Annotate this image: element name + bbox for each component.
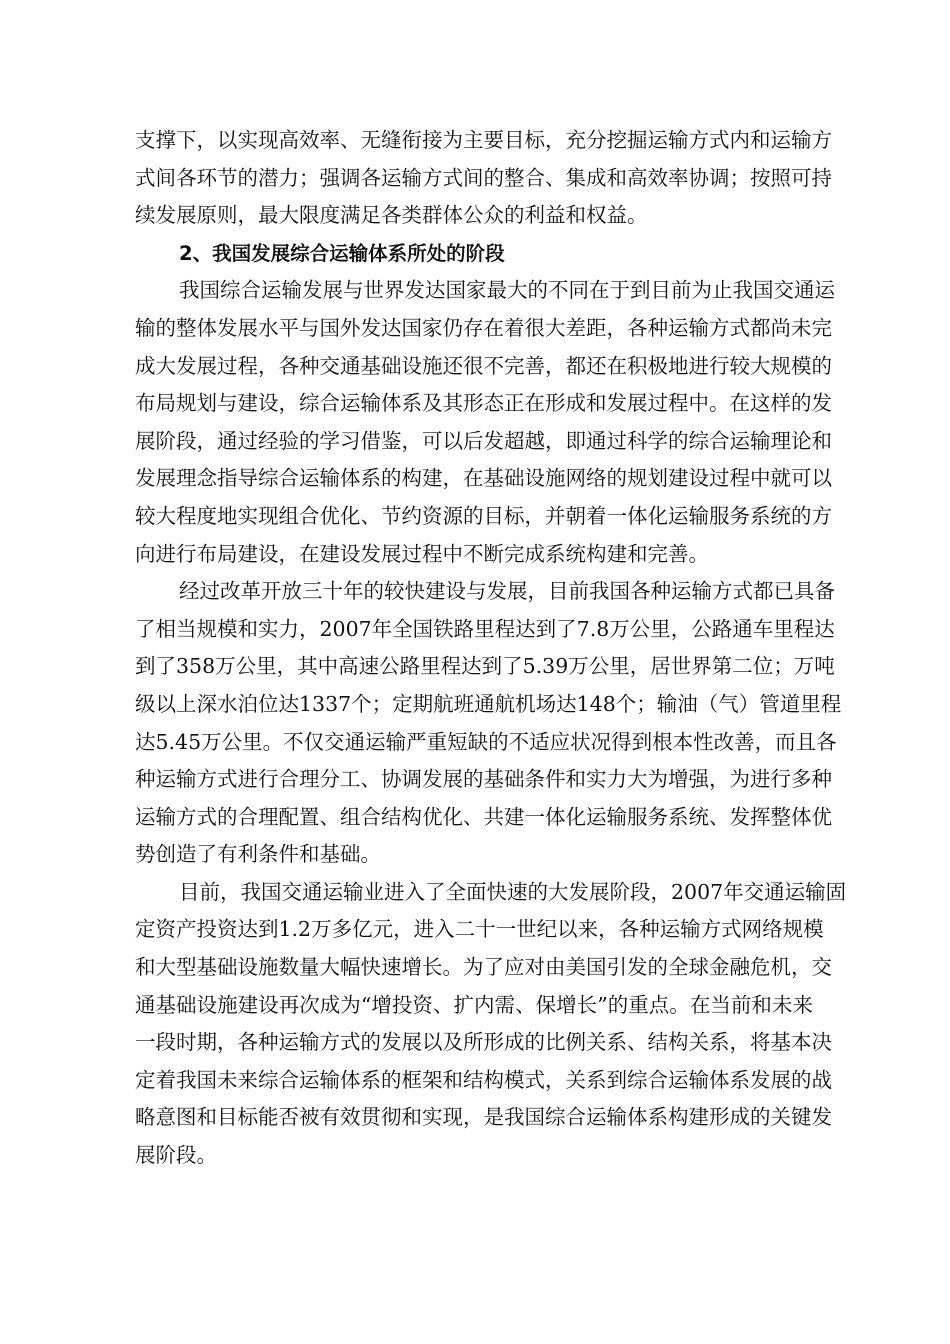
text-line: 经过改革开放三十年的较快建设与发展，目前我国各种运输方式都已具备: [179, 579, 835, 604]
paragraph-1: [135, 122, 832, 235]
text-line: 定资产投资达到1.2万多亿元，进入二十一世纪以来，各种运输方式网络规模: [135, 917, 824, 942]
text-line: 我国综合运输发展与世界发达国家最大的不同在于到目前为止我国交通运: [179, 278, 835, 303]
text-line: 发展理念指导综合运输体系的构建，在基础设施网络的规划建设过程中就可以: [135, 466, 832, 491]
text-line: 运输方式的合理配置、组合结构优化、共建一体化运输服务系统、发挥整体优: [135, 804, 832, 829]
text-line: 展阶段。: [135, 1143, 217, 1168]
text-line: 和大型基础设施数量大幅快速增长。为了应对由美国引发的全球金融危机，交: [135, 955, 832, 980]
text-line: 略意图和目标能否被有效贯彻和实现，是我国综合运输体系构建形成的关键发: [135, 1105, 832, 1130]
text-line: 式间各环节的潜力；强调各运输方式间的整合、集成和高效率协调；按照可持: [135, 165, 832, 190]
text-line: 种运输方式进行合理分工、协调发展的基础条件和实力大为增强，为进行多种: [135, 767, 832, 792]
text-line: 成大发展过程，各种交通基础设施还很不完善，都还在积极地进行较大规模的: [135, 353, 832, 378]
text-line: 向进行布局建设，在建设发展过程中不断完成系统构建和完善。: [135, 541, 709, 566]
text-line: 级以上深水泊位达1337个；定期航班通航机场达148个；输油（气）管道里程: [135, 691, 842, 716]
text-line: 较大程度地实现组合优化、节约资源的目标，并朝着一体化运输服务系统的方: [135, 503, 832, 528]
text-line: 展阶段，通过经验的学习借鉴，可以后发超越，即通过科学的综合运输理论和: [135, 428, 832, 453]
text-line: 输的整体发展水平与国外发达国家仍存在着很大差距，各种运输方式都尚未完: [135, 315, 832, 340]
text-line: 达5.45万公里。不仅交通运输严重短缺的不适应状况得到根本性改善，而且各: [135, 729, 837, 754]
paragraph-3: [135, 573, 842, 874]
paragraph-2: [135, 272, 835, 573]
paragraph-4: [135, 874, 847, 1175]
text-line: 支撑下，以实现高效率、无缝衔接为主要目标，充分挖掘运输方式内和运输方: [135, 128, 832, 152]
document-page: [135, 122, 847, 1175]
section-heading: 2、我国发展综合运输体系所处的阶段: [179, 241, 505, 265]
text-line: 通基础设施建设再次成为“增投资、扩内需、保增长”的重点。在当前和未来: [135, 992, 813, 1017]
text-line: 布局规划与建设，综合运输体系及其形态正在形成和发展过程中。在这样的发: [135, 391, 832, 416]
text-line: 到了358万公里，其中高速公路里程达到了5.39万公里，居世界第二位；万吨: [135, 654, 835, 679]
text-line: 一段时期，各种运输方式的发展以及所形成的比例关系、结构关系，将基本决: [135, 1030, 832, 1055]
text-line: 续发展原则，最大限度满足各类群体公众的利益和权益。: [135, 203, 648, 228]
text-line: 势创造了有利条件和基础。: [135, 842, 381, 867]
text-line: 定着我国未来综合运输体系的框架和结构模式，关系到综合运输体系发展的战: [135, 1067, 832, 1092]
text-line: 了相当规模和实力，2007年全国铁路里程达到了7.8万公里，公路通车里程达: [135, 616, 835, 641]
text-line: 目前，我国交通运输业进入了全面快速的大发展阶段，2007年交通运输固: [179, 879, 847, 904]
